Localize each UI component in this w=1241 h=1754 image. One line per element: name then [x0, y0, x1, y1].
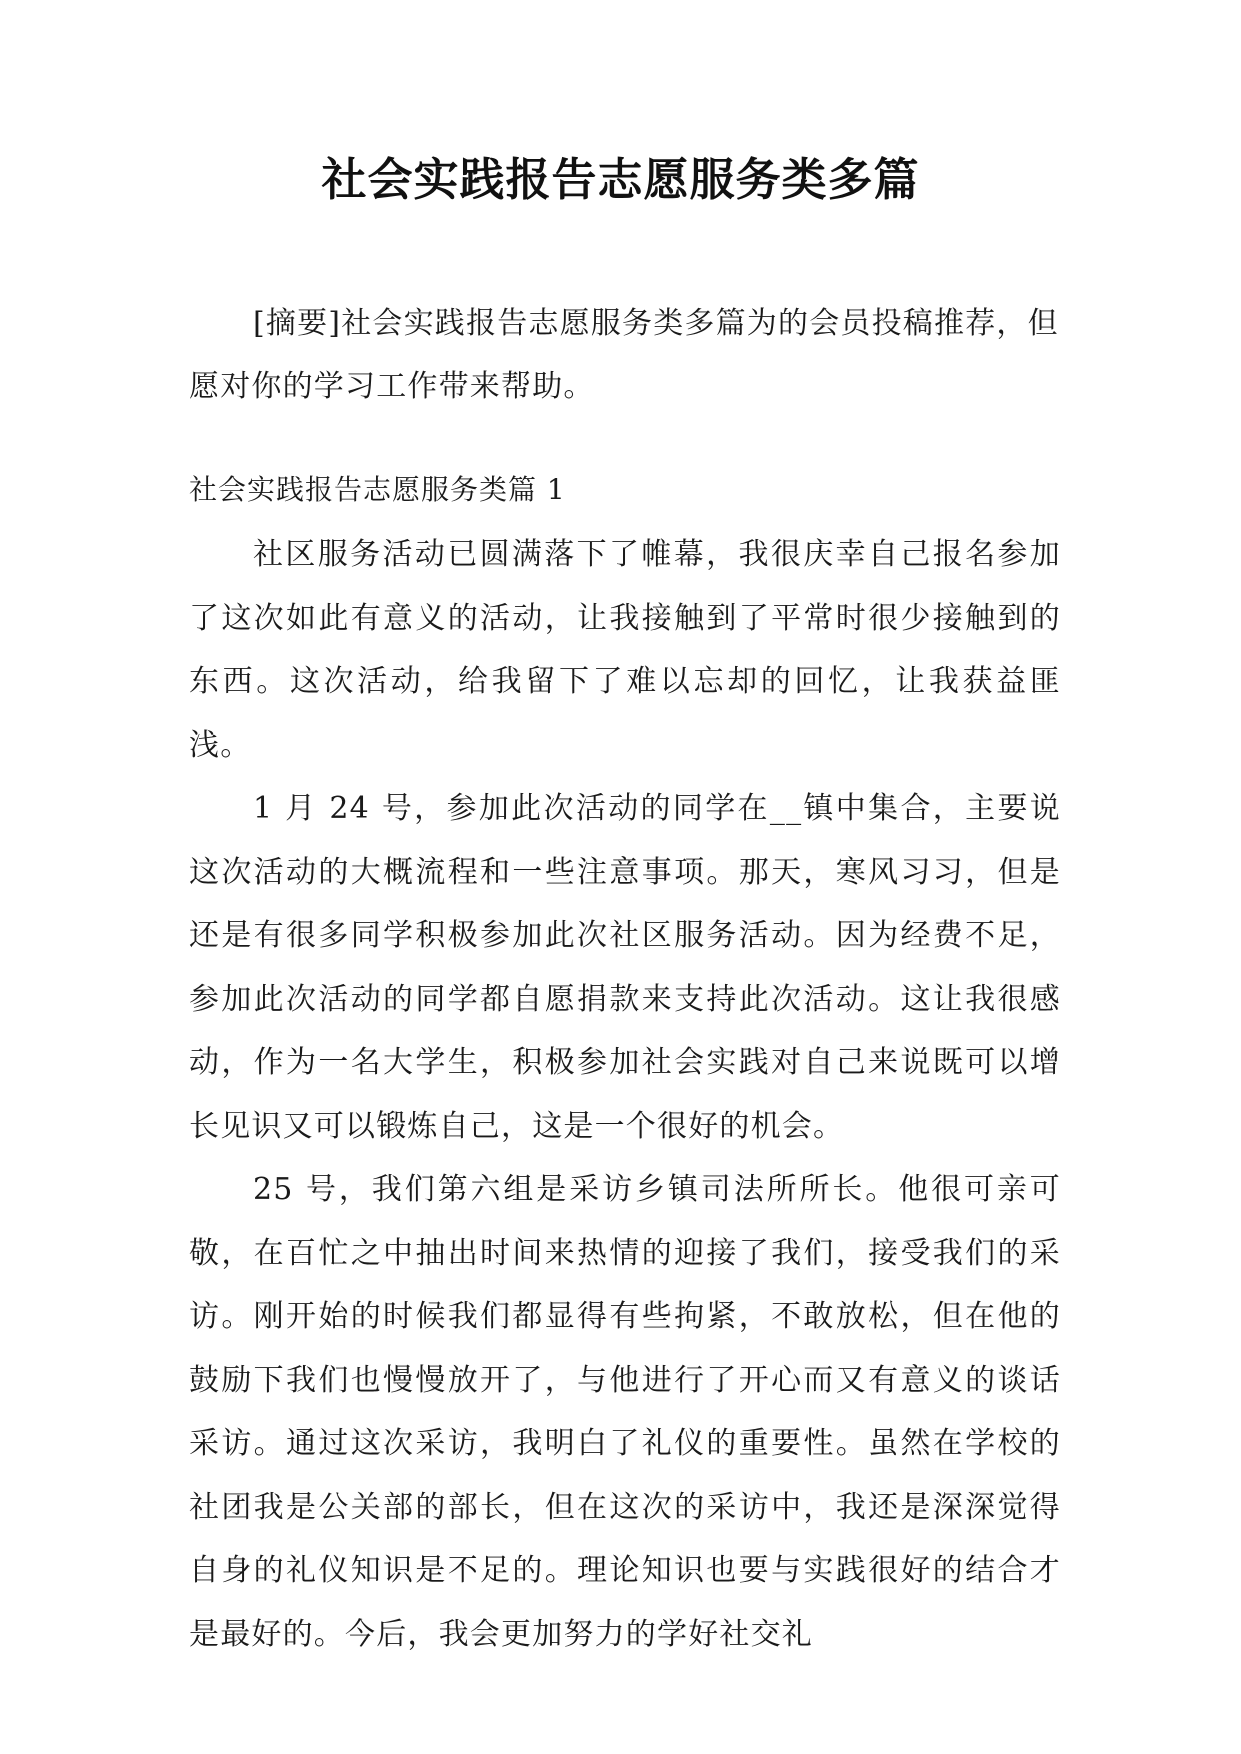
section-heading: 社会实践报告志愿服务类篇 1: [189, 473, 566, 506]
body-text: [189, 523, 1061, 1666]
document-title: 社会实践报告志愿服务类多篇: [321, 153, 920, 206]
document-abstract: [摘要]社会实践报告志愿服务类多篇为的会员投稿推荐，但愿对你的学习工作带来帮助。: [189, 306, 1059, 404]
body-paragraph: 25 号，我们第六组是采访乡镇司法所所长。他很可亲可敬，在百忙之中抽出时间来热情的迎接了我们，接受我们的采访。刚开始的时候我们都显得有些拘紧，不敢放松，但在他的鼓励下我们也慢慢放开了，与他进行了开心而又有意义的谈话采访。通过这次采访，我明白了礼仪的重要性。虽然在学校的社团我是公关部的部长，但在这次的采访中，我还是深深觉得自身的礼仪知识是不足的。理论知识也要与实践很好的结合才是最好的。今后，我会更加努力的学好社交礼: [189, 1172, 1061, 1652]
body-paragraph: 1 月 24 号，参加此次活动的同学在__镇中集合，主要说这次活动的大概流程和一些注意事项。那天，寒风习习，但是还是有很多同学积极参加此次社区服务活动。因为经费不足，参加此次活动的同学都自愿捐款来支持此次活动。这让我很感动，作为一名大学生，积极参加社会实践对自己来说既可以增长见识又可以锻炼自己，这是一个很好的机会。: [189, 791, 1061, 1144]
body-paragraph: 社区服务活动已圆满落下了帷幕，我很庆幸自己报名参加了这次如此有意义的活动，让我接触到了平常时很少接触到的东西。这次活动，给我留下了难以忘却的回忆，让我获益匪浅。: [189, 537, 1061, 763]
